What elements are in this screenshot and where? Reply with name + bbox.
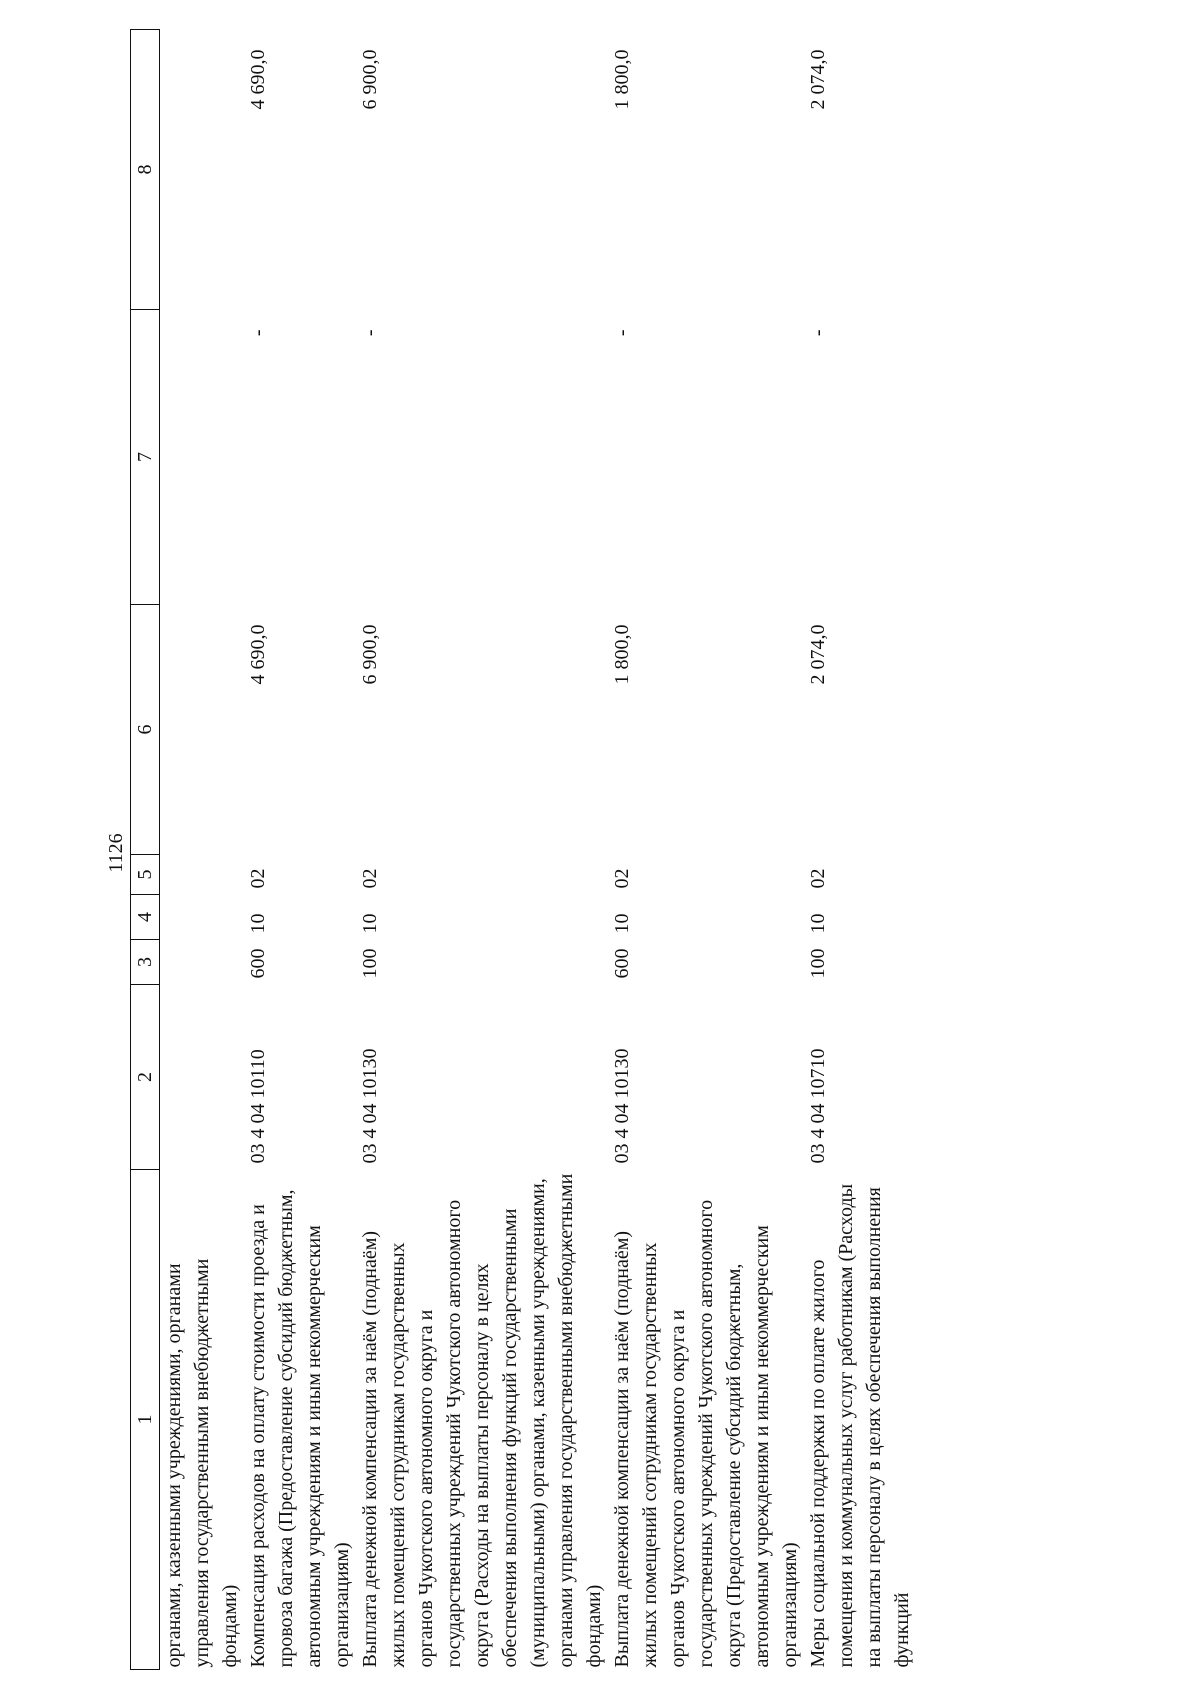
- page-number: 1126: [105, 833, 127, 873]
- header-col-4: 4: [131, 895, 160, 940]
- header-row: [131, 30, 160, 1670]
- row-col-6: 1 800,0: [611, 624, 633, 685]
- row-col-8: 1 800,0: [611, 49, 633, 110]
- row-name: Компенсация расходов на оплату стоимости проезда и провоза багажа (Предоставление субсидий бюджетным, автономным учреждениям и иным некоммерческим организациям): [247, 1189, 353, 1668]
- row-col-4: 10: [359, 913, 381, 934]
- row-col-5: 02: [359, 868, 381, 889]
- table-row: [608, 30, 804, 1670]
- table-row: [244, 30, 356, 1670]
- row-col-3: 100: [807, 948, 829, 979]
- row-col-6: 2 074,0: [807, 624, 829, 685]
- header-col-1: 1: [131, 1170, 160, 1670]
- header-col-2: 2: [131, 985, 160, 1170]
- row-col-8: [160, 30, 245, 310]
- row-name: Выплата денежной компенсации за наём (поднаём) жилых помещений сотрудникам государственных органов Чукотского автономного округа и государственных учреждений Чукотского автономного округа (Расходы на выплаты персоналу в целях обеспечения выполнения функций государственными (муниципальными) органами, казенными учреждениями, органами управления государственными внебюджетными фондами): [359, 1173, 605, 1668]
- table-row: [804, 30, 916, 1670]
- row-col-6: 4 690,0: [247, 624, 269, 685]
- header-col-3: 3: [131, 940, 160, 985]
- row-col-3: 100: [359, 948, 381, 979]
- row-code: 03 4 04 10130: [611, 1048, 633, 1164]
- landscape-content: [130, 30, 1170, 1670]
- row-col-7: -: [247, 329, 269, 337]
- header-col-7: 7: [131, 310, 160, 605]
- row-col-6: 6 900,0: [359, 624, 381, 685]
- row-code: 03 4 04 10110: [247, 1049, 269, 1164]
- rotated-page: [130, 30, 1170, 1670]
- table-body: [160, 30, 917, 1670]
- row-col-6: [160, 605, 245, 855]
- row-col-4: 10: [807, 913, 829, 934]
- row-name: Выплата денежной компенсации за наём (поднаём) жилых помещений сотрудникам государственных органов Чукотского автономного округа и государственных учреждений Чукотского автономного округа (Предоставление субсидий бюджетным, автономным учреждениям и иным некоммерческим организациям): [611, 1199, 801, 1668]
- row-col-5: 02: [247, 868, 269, 889]
- row-col-7: -: [611, 329, 633, 337]
- row-code: 03 4 04 10710: [807, 1048, 829, 1164]
- row-col-5: [160, 855, 245, 895]
- row-col-4: 10: [247, 913, 269, 934]
- row-name: Меры социальной поддержки по оплате жилого помещения и коммунальных услуг работникам (Расходы на выплаты персоналу в целях обеспечения выполнения функций: [807, 1183, 913, 1668]
- row-col-7: [160, 310, 245, 605]
- header-col-5: 5: [131, 855, 160, 895]
- row-col-8: 2 074,0: [807, 49, 829, 110]
- table-row: [160, 30, 245, 1670]
- row-col-3: [160, 940, 245, 985]
- row-col-8: 6 900,0: [359, 49, 381, 110]
- table-header: [131, 30, 160, 1670]
- row-col-5: 02: [611, 868, 633, 889]
- row-col-4: 10: [611, 913, 633, 934]
- row-col-7: -: [359, 329, 381, 337]
- header-col-6: 6: [131, 605, 160, 855]
- table-row: [356, 30, 608, 1670]
- row-code: [160, 985, 245, 1170]
- row-col-8: 4 690,0: [247, 49, 269, 110]
- header-col-8: 8: [131, 30, 160, 310]
- row-col-4: [160, 895, 245, 940]
- row-col-5: 02: [807, 868, 829, 889]
- row-col-3: 600: [611, 948, 633, 979]
- budget-table: [130, 29, 916, 1670]
- row-code: 03 4 04 10130: [359, 1048, 381, 1164]
- row-col-7: -: [807, 329, 829, 337]
- row-col-3: 600: [247, 948, 269, 979]
- row-name: органами, казенными учреждениями, органами управления государственными внебюджетными фондами): [163, 1258, 241, 1668]
